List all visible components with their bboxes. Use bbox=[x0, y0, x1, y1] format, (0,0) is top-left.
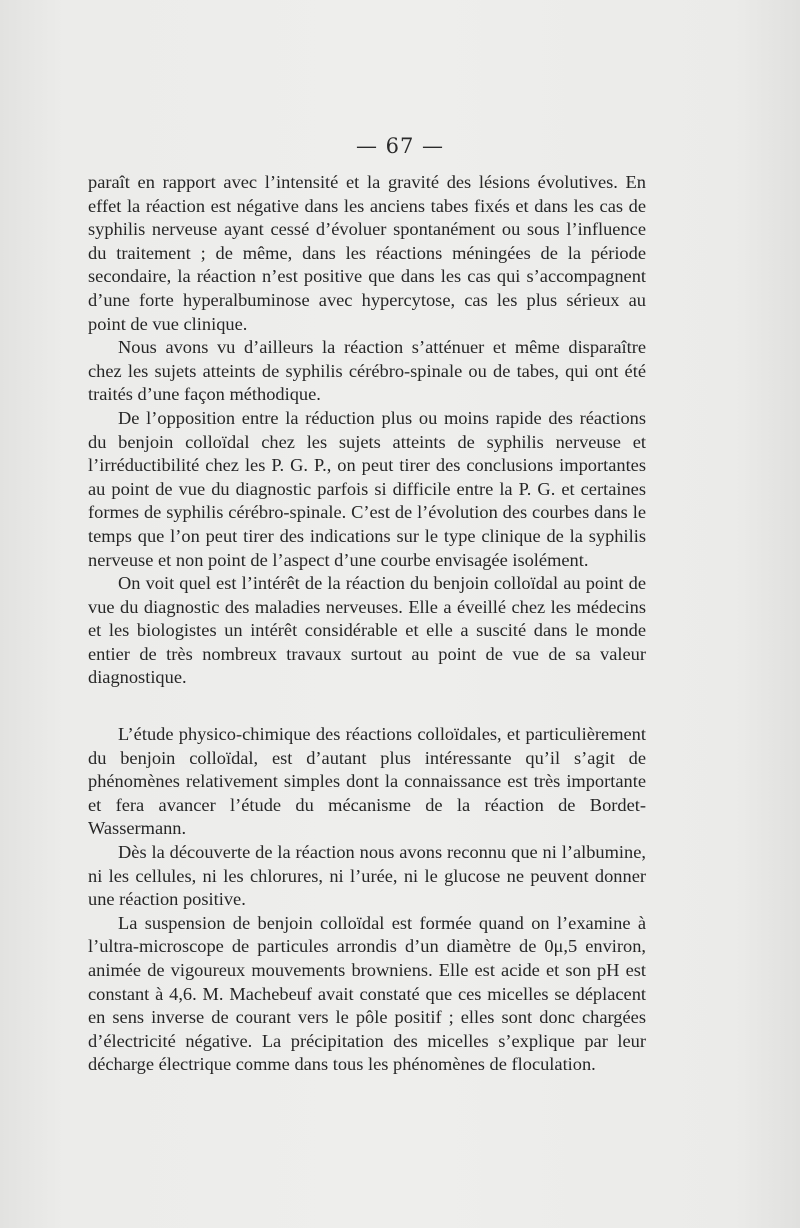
paragraph-1: paraît en rapport avec l’intensité et la gravité des lésions évolutives. En effet la réaction est négative dans les anciens tabes fixés et dans les cas de syphilis nerveuse ayant cessé d’évoluer spontanément ou sous l’influence du traitement ; de même, dans les réactions méningées de la période secondaire, la réaction n’est positive que dans les cas qui s’accompagnent d’une forte hyperalbuminose avec hypercytose, cas les plus sérieux au point de vue clinique. bbox=[88, 172, 646, 334]
paragraph-7: La suspension de benjoin colloïdal est formée quand on l’examine à l’ultra-microscope de particules arrondis d’un diamètre de 0μ,5 environ, animée de vigoureux mouvements browniens. Elle est acide et son pH est constant à 4,6. M. Machebeuf avait constaté que ces micelles se déplacent en sens inverse de courant vers le pôle positif ; elles sont donc chargées d’électricité négative. La précipitation des micelles s’explique par leur décharge électrique comme dans tous les phénomènes de floculation. bbox=[88, 912, 646, 1075]
page-number: — 67 — bbox=[355, 134, 445, 158]
paragraph-6: Dès la découverte de la réaction nous avons reconnu que ni l’albumine, ni les cellules, ni les chlorures, ni l’urée, ni le glucose ne peuvent donner une réaction positive. bbox=[88, 842, 646, 910]
body-text bbox=[88, 171, 646, 1077]
section-gap bbox=[88, 690, 646, 723]
paragraph-4: On voit quel est l’intérêt de la réaction du benjoin colloïdal au point de vue du diagnostic des maladies nerveuses. Elle a éveillé chez les médecins et les biologistes un intérêt considérable et elle a suscité dans le monde entier de très nombreux travaux surtout au point de vue de sa valeur diagnostique. bbox=[88, 573, 646, 688]
paragraph-2: Nous avons vu d’ailleurs la réaction s’atténuer et même disparaître chez les sujets atteints de syphilis cérébro-spinale ou de tabes, qui ont été traités d’une façon méthodique. bbox=[88, 337, 646, 405]
paragraph-5: L’étude physico-chimique des réactions colloïdales, et particulièrement du benjoin colloïdal, est d’autant plus intéressante qu’il s’agit de phénomènes relativement simples dont la connaissance est très importante et fera avancer l’étude du mécanisme de la réaction de Bordet-Wassermann. bbox=[88, 724, 646, 839]
paragraph-3: De l’opposition entre la réduction plus ou moins rapide des réactions du benjoin colloïdal chez les sujets atteints de syphilis nerveuse et l’irréductibilité chez les P. G. P., on peut tirer des conclusions importantes au point de vue du diagnostic parfois si difficile entre la P. G. et certaines formes de syphilis cérébro-spinale. C’est de l’évolution des courbes dans le temps que l’on peut tirer des indications sur le type clinique de la syphilis nerveuse et non point de l’aspect d’une courbe envisagée isolément. bbox=[88, 407, 646, 570]
